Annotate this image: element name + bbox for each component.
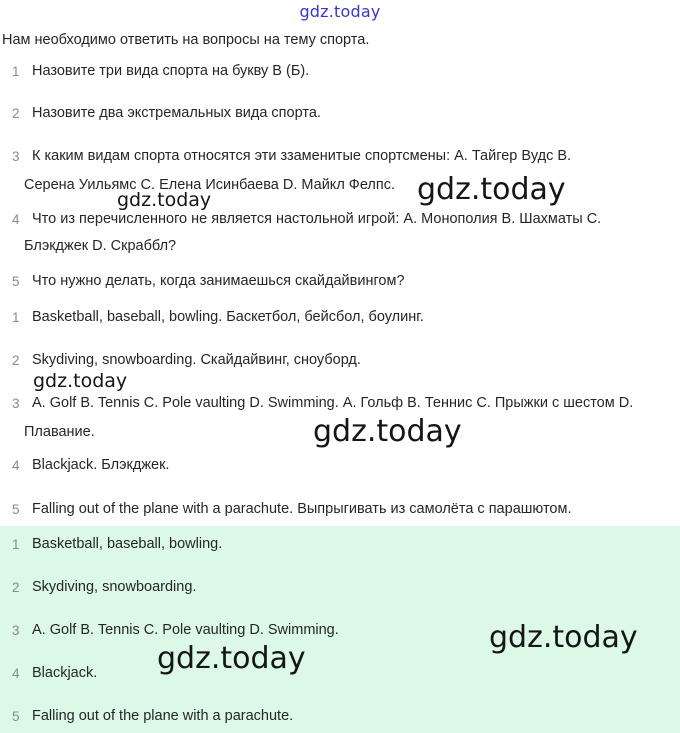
- answer-text: Skydiving, snowboarding.: [32, 579, 197, 595]
- watermark: gdz.today: [117, 189, 212, 211]
- item-number: 3: [12, 149, 20, 164]
- question-text-continued: Блэкджек D. Скраббл?: [24, 238, 177, 254]
- item-number: 2: [12, 106, 20, 121]
- question-text: Назовите два экстремальных вида спорта.: [32, 105, 321, 121]
- item-number: 5: [12, 709, 20, 724]
- watermark: gdz.today: [313, 414, 462, 449]
- question-text: К каким видам спорта относятся эти ззаменитые спортсмены: А. Тайгер Вудс В.: [32, 148, 572, 164]
- item-number: 4: [12, 212, 20, 227]
- answer-text: Blackjack. Блэкджек.: [32, 457, 170, 473]
- answer-text: Basketball, baseball, bowling.: [32, 536, 223, 552]
- item-number: 1: [12, 64, 20, 79]
- item-number: 1: [12, 537, 20, 552]
- item-number: 2: [12, 353, 20, 368]
- watermark: gdz.today: [417, 172, 566, 207]
- item-number: 5: [12, 502, 20, 517]
- watermark: gdz.today: [33, 370, 128, 392]
- item-number: 2: [12, 580, 20, 595]
- answer-text: Falling out of the plane with a parachute. Выпрыгивать из самолёта с парашютом.: [32, 501, 572, 517]
- answer-text: A. Golf B. Tennis C. Pole vaulting D. Swimming.: [32, 622, 339, 638]
- intro-text: Нам необходимо ответить на вопросы на тему спорта.: [2, 32, 370, 48]
- answer-text: Blackjack.: [32, 665, 98, 681]
- answer-text-continued: Плавание.: [24, 424, 95, 440]
- question-text: Что из перечисленного не является настольной игрой: А. Монополия В. Шахматы С.: [32, 211, 602, 227]
- item-number: 3: [12, 396, 20, 411]
- site-logo[interactable]: gdz.today: [299, 2, 381, 21]
- item-number: 1: [12, 310, 20, 325]
- question-text-continued: Серена Уильямс С. Елена Исинбаева D. Майкл Фелпс.: [24, 177, 396, 193]
- question-text: Что нужно делать, когда занимаешься скайдайвингом?: [32, 273, 405, 289]
- watermark: gdz.today: [489, 620, 638, 655]
- item-number: 4: [12, 666, 20, 681]
- question-text: Назовите три вида спорта на букву В (Б).: [32, 63, 310, 79]
- item-number: 5: [12, 274, 20, 289]
- answer-text: A. Golf B. Tennis C. Pole vaulting D. Swimming. А. Гольф В. Теннис С. Прыжки с шестом D.: [32, 395, 634, 411]
- answer-text: Falling out of the plane with a parachute.: [32, 708, 294, 724]
- answer-text: Basketball, baseball, bowling. Баскетбол, бейсбол, боулинг.: [32, 309, 424, 325]
- answer-text: Skydiving, snowboarding. Скайдайвинг, сноуборд.: [32, 352, 361, 368]
- item-number: 3: [12, 623, 20, 638]
- item-number: 4: [12, 458, 20, 473]
- watermark: gdz.today: [157, 641, 306, 676]
